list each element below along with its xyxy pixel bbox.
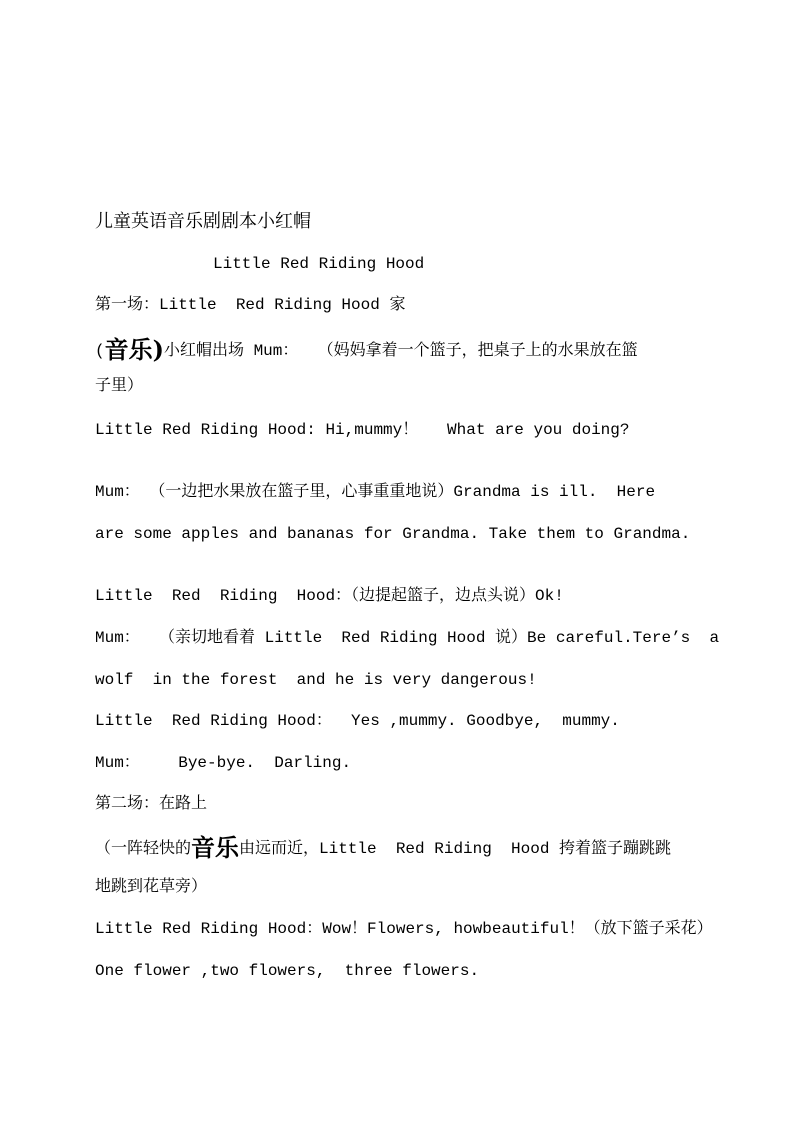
scene2-direction-pre: （一阵轻快的 xyxy=(95,840,192,858)
dialogue-line: Little Red Riding Hood：（边提起篮子，边点头说）Ok! xyxy=(95,587,564,605)
dialogue-line: are some apples and bananas for Grandma. Take them to Grandma. xyxy=(95,525,691,543)
dialogue-line: Little Red Riding Hood: Hi,mummy！ What are you doing? xyxy=(95,421,630,439)
music-emphasis: 音乐 xyxy=(104,335,153,364)
scene1-direction-cont: 子里） xyxy=(95,377,144,395)
dialogue-line: Little Red Riding Hood：Wow！Flowers, howbeautiful！（放下篮子采花） xyxy=(95,920,713,938)
dialogue-line: Mum： （一边把水果放在篮子里，心事重重地说）Grandma is ill. Here xyxy=(95,483,656,501)
scene2-direction-cont: 地跳到花草旁） xyxy=(95,878,208,896)
scene1-direction-text: 小红帽出场 Mum： （妈妈拿着一个篮子，把桌子上的水果放在篮 xyxy=(163,342,638,360)
document-subtitle: Little Red Riding Hood xyxy=(213,255,425,273)
dialogue-line: One flower ,two flowers, three flowers. xyxy=(95,962,480,980)
paren-close: ) xyxy=(152,335,164,364)
scene1-heading: 第一场：Little Red Riding Hood 家 xyxy=(95,296,406,314)
dialogue-line: Mum： （亲切地看着 Little Red Riding Hood 说）Be careful.Tere’s a xyxy=(95,629,720,647)
scene2-direction-text: 由远而近，Little Red Riding Hood 挎着篮子蹦跳跳 xyxy=(239,840,672,858)
paren-open: ( xyxy=(95,342,105,360)
scene2-direction xyxy=(95,833,672,862)
music-emphasis: 音乐 xyxy=(191,833,240,862)
dialogue-line: Little Red Riding Hood： Yes ,mummy. Goodbye, mummy. xyxy=(95,712,620,730)
dialogue-line: wolf in the forest and he is very dangerous! xyxy=(95,671,537,689)
scene1-direction xyxy=(95,335,638,364)
document-title: 儿童英语音乐剧剧本小红帽 xyxy=(95,211,311,232)
scene2-heading: 第二场：在路上 xyxy=(95,795,208,813)
dialogue-line: Mum： Bye-bye. Darling. xyxy=(95,754,352,772)
